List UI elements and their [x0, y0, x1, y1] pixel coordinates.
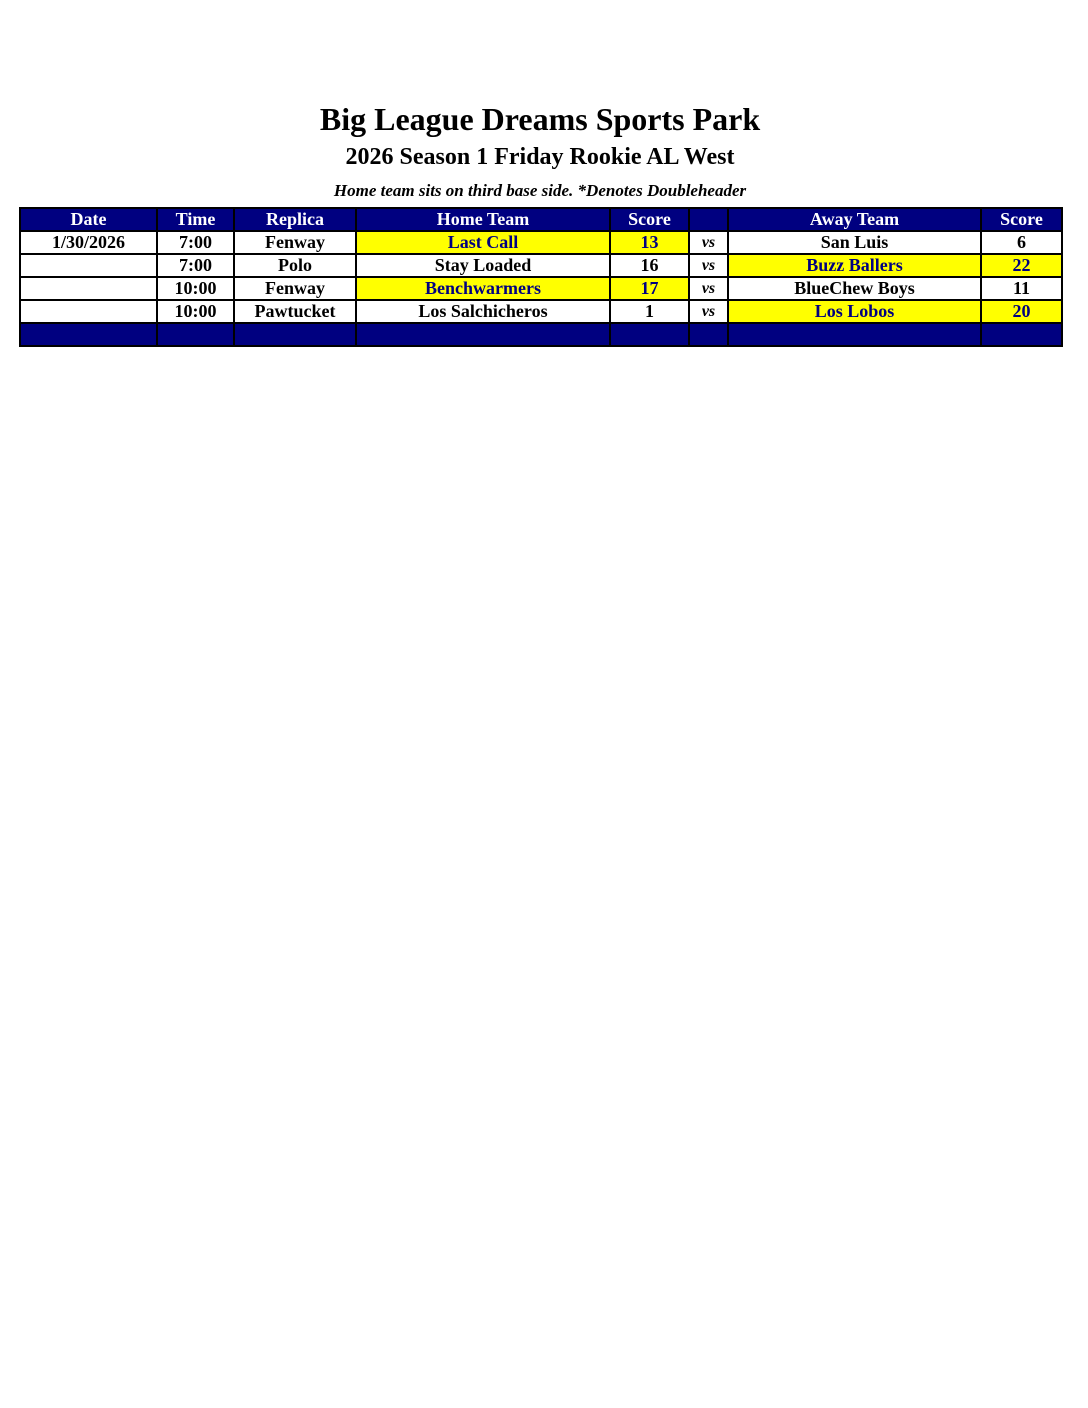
- footer-cell: [356, 323, 610, 346]
- table-footer-row: [20, 323, 1062, 346]
- cell-away-score: 20: [981, 300, 1062, 323]
- doubleheader-note: Home team sits on third base side. *Denotes Doubleheader: [333, 181, 747, 200]
- page-subtitle: 2026 Season 1 Friday Rookie AL West: [345, 144, 735, 170]
- cell-replica: Fenway: [234, 231, 356, 254]
- cell-away-score: 22: [981, 254, 1062, 277]
- footer-cell: [610, 323, 689, 346]
- column-header-away-team: Away Team: [728, 208, 981, 231]
- cell-vs: vs: [689, 231, 728, 254]
- page-title: Big League Dreams Sports Park: [319, 101, 761, 137]
- footer-cell: [157, 323, 234, 346]
- cell-home-score: 13: [610, 231, 689, 254]
- cell-home-team: Stay Loaded: [356, 254, 610, 277]
- footer-cell: [728, 323, 981, 346]
- schedule-table: [19, 207, 1063, 347]
- cell-vs: vs: [689, 277, 728, 300]
- footer-cell: [234, 323, 356, 346]
- cell-date: [20, 277, 157, 300]
- cell-home-score: 16: [610, 254, 689, 277]
- cell-replica: Polo: [234, 254, 356, 277]
- column-header-home-team: Home Team: [356, 208, 610, 231]
- footer-cell: [20, 323, 157, 346]
- cell-home-team: Benchwarmers: [356, 277, 610, 300]
- table-row: [20, 231, 1062, 254]
- column-header-date: Date: [20, 208, 157, 231]
- cell-away-team: Buzz Ballers: [728, 254, 981, 277]
- cell-vs: vs: [689, 300, 728, 323]
- cell-home-team: Los Salchicheros: [356, 300, 610, 323]
- cell-date: 1/30/2026: [20, 231, 157, 254]
- table-row: [20, 254, 1062, 277]
- cell-home-score: 1: [610, 300, 689, 323]
- cell-time: 10:00: [157, 300, 234, 323]
- footer-cell: [689, 323, 728, 346]
- table-header-row: [20, 208, 1062, 231]
- cell-time: 7:00: [157, 254, 234, 277]
- column-header-time: Time: [157, 208, 234, 231]
- column-header-away-score: Score: [981, 208, 1062, 231]
- cell-away-score: 11: [981, 277, 1062, 300]
- cell-date: [20, 300, 157, 323]
- column-header-replica: Replica: [234, 208, 356, 231]
- cell-away-team: BlueChew Boys: [728, 277, 981, 300]
- cell-away-team: Los Lobos: [728, 300, 981, 323]
- footer-cell: [981, 323, 1062, 346]
- table-row: [20, 300, 1062, 323]
- cell-home-team: Last Call: [356, 231, 610, 254]
- table-row: [20, 277, 1062, 300]
- cell-vs: vs: [689, 254, 728, 277]
- cell-away-team: San Luis: [728, 231, 981, 254]
- cell-time: 10:00: [157, 277, 234, 300]
- cell-replica: Pawtucket: [234, 300, 356, 323]
- cell-away-score: 6: [981, 231, 1062, 254]
- column-header-vs: [689, 208, 728, 231]
- cell-replica: Fenway: [234, 277, 356, 300]
- cell-home-score: 17: [610, 277, 689, 300]
- cell-time: 7:00: [157, 231, 234, 254]
- column-header-home-score: Score: [610, 208, 689, 231]
- cell-date: [20, 254, 157, 277]
